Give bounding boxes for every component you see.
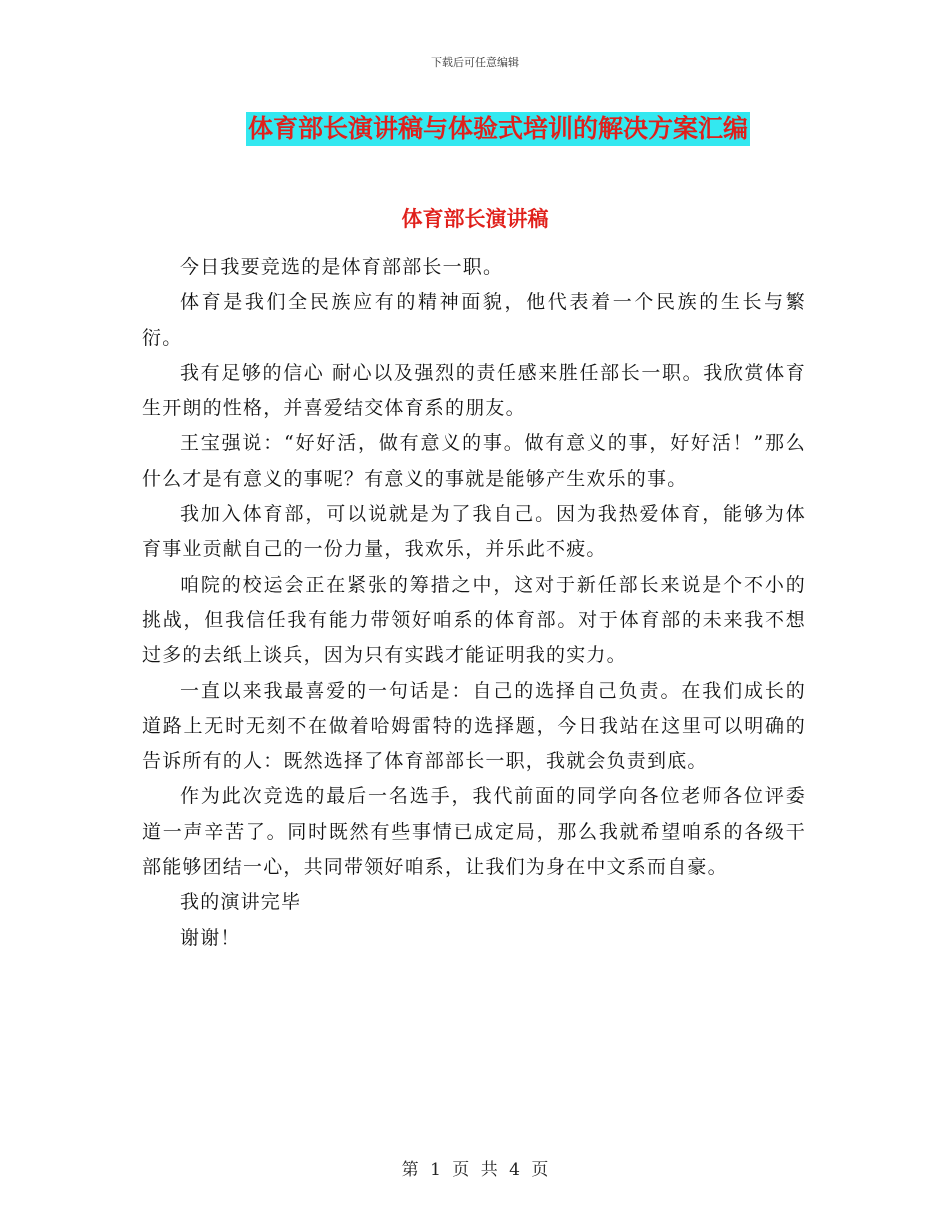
paragraph: 体育是我们全民族应有的精神面貌，他代表着一个民族的生长与繁衍。 xyxy=(142,291,806,349)
paragraph: 谢谢！ xyxy=(180,926,241,949)
paragraph: 作为此次竞选的最后一名选手，我代前面的同学向各位老师各位评委道一声辛苦了。同时既然有些事情已成定局，那么我就希望咱系的各级干部能够团结一心，共同带领好咱系，让我们为身在中文系而自豪。 xyxy=(142,785,806,879)
paragraph: 咱院的校运会正在紧张的筹措之中，这对于新任部长来说是个不小的挑战，但我信任我有能力带领好咱系的体育部。对于体育部的未来我不想过多的去纸上谈兵，因为只有实践才能证明我的实力。 xyxy=(142,573,806,667)
header-note: 下载后可任意编辑 xyxy=(431,56,519,69)
paragraph: 今日我要竞选的是体育部部长一职。 xyxy=(180,256,504,278)
page-footer: 第 1 页 共 4 页 xyxy=(401,1160,549,1180)
paragraph: 我有足够的信心 耐心以及强烈的责任感来胜任部长一职。我欣赏体育生开朗的性格，并喜爱结交体育系的朋友。 xyxy=(142,361,806,420)
paragraph: 我的演讲完毕 xyxy=(180,891,302,914)
paragraph: 一直以来我最喜爱的一句话是：自己的选择自己负责。在我们成长的道路上无时无刻不在做着哈姆雷特的选择题，今日我站在这里可以明确的告诉所有的人：既然选择了体育部部长一职，我就会负责到底。 xyxy=(142,679,806,773)
section-title: 体育部长演讲稿 xyxy=(401,207,549,231)
paragraph: 王宝强说：“好好活，做有意义的事。做有意义的事，好好活！”那么什么才是有意义的事呢？有意义的事就是能够产生欢乐的事。 xyxy=(142,432,806,490)
document-title xyxy=(0,112,950,146)
paragraph: 我加入体育部，可以说就是为了我自己。因为我热爱体育，能够为体育事业贡献自己的一份力量，我欢乐，并乐此不疲。 xyxy=(142,503,806,561)
document-title-text: 体育部长演讲稿与体验式培训的解决方案汇编 xyxy=(246,112,750,146)
speech-body xyxy=(142,250,806,956)
